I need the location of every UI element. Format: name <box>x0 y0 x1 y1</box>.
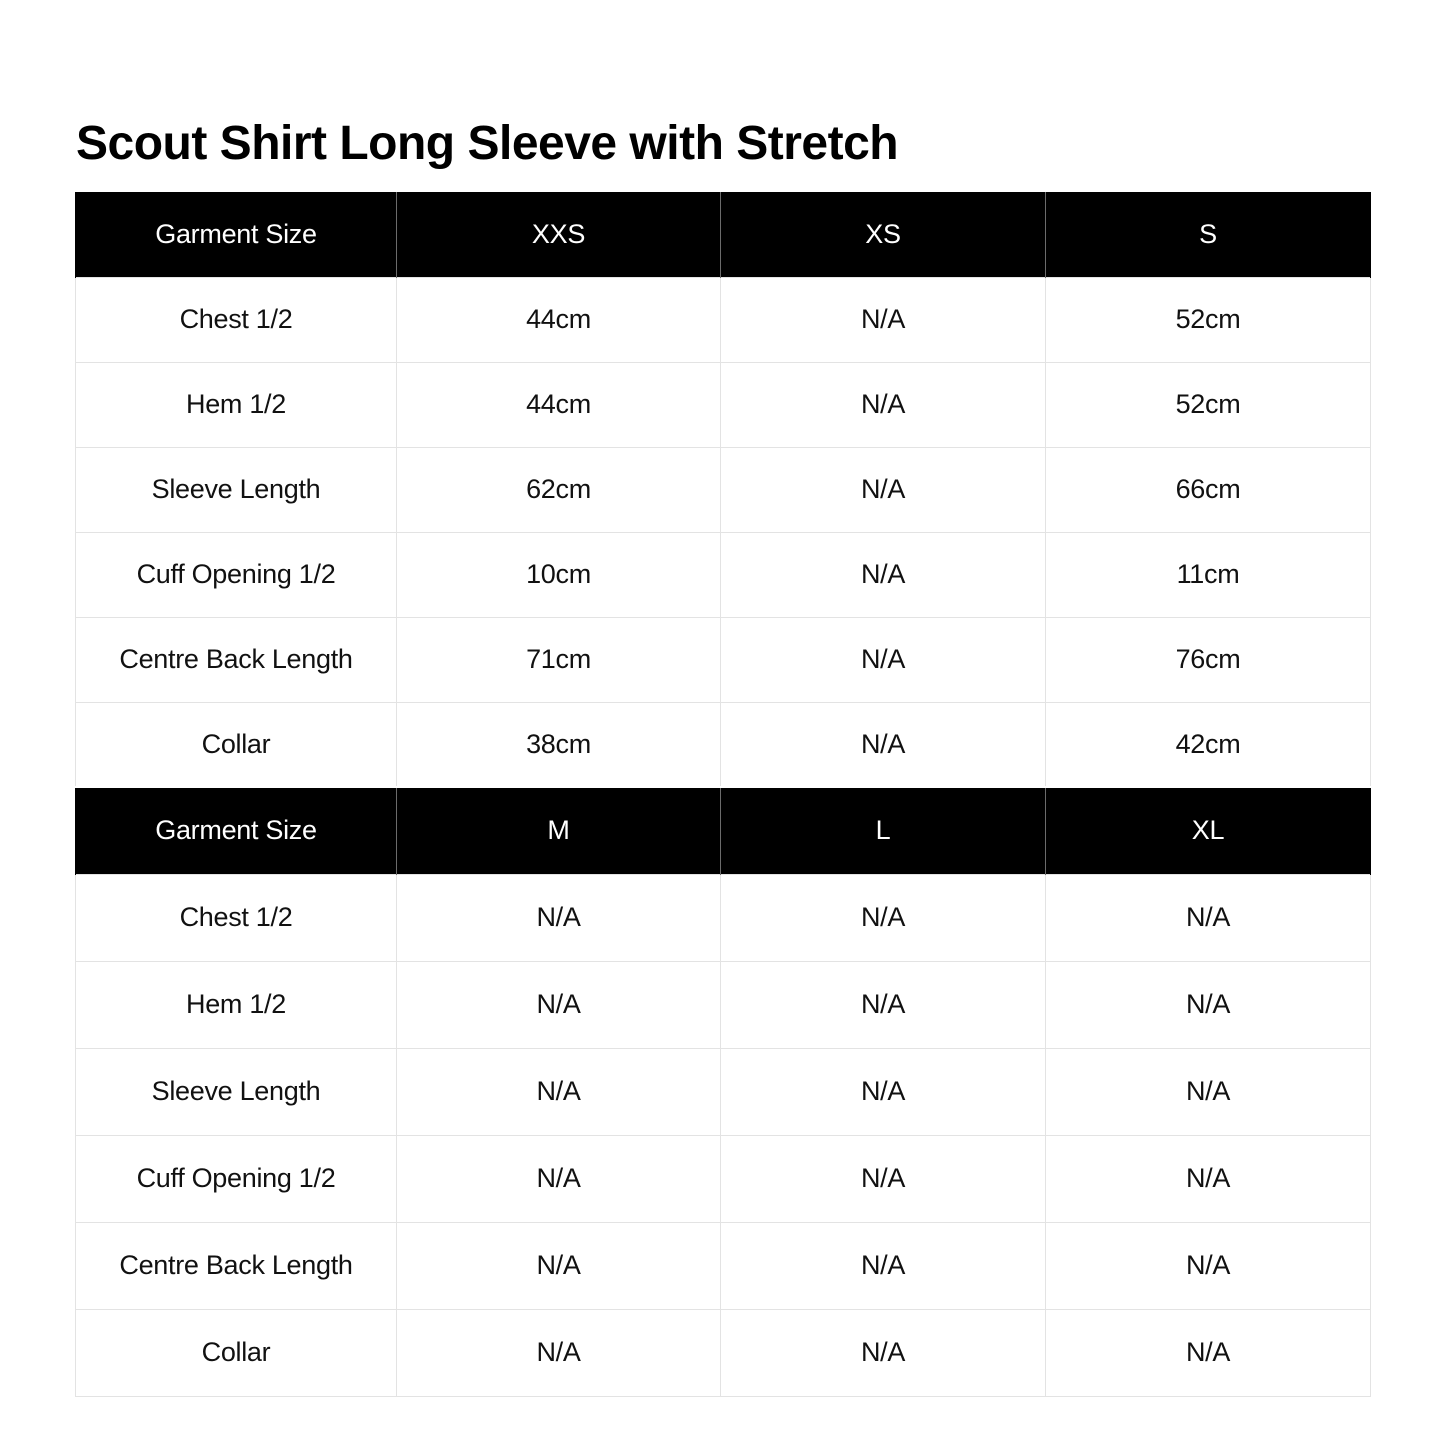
measurement-value: N/A <box>721 532 1046 617</box>
table-header-row <box>76 192 1371 277</box>
header-cell-size: S <box>1046 192 1371 277</box>
measurement-value: N/A <box>721 702 1046 787</box>
measurement-value: 11cm <box>1046 532 1371 617</box>
table-row <box>76 702 1371 787</box>
measurement-value: 10cm <box>397 532 721 617</box>
measurement-value: 66cm <box>1046 447 1371 532</box>
table-row <box>76 1048 1371 1135</box>
measurement-value: 76cm <box>1046 617 1371 702</box>
measurement-value: N/A <box>721 1048 1046 1135</box>
table-row <box>76 277 1371 362</box>
header-cell-size: XL <box>1046 787 1371 874</box>
measurement-value: N/A <box>397 874 721 961</box>
measurement-value: N/A <box>721 874 1046 961</box>
measurement-value: N/A <box>1046 961 1371 1048</box>
measurement-value: N/A <box>1046 1222 1371 1309</box>
table-row <box>76 961 1371 1048</box>
measurement-label: Sleeve Length <box>76 1048 397 1135</box>
measurement-label: Collar <box>76 1309 397 1396</box>
measurement-label: Hem 1/2 <box>76 961 397 1048</box>
measurement-value: 38cm <box>397 702 721 787</box>
measurement-value: N/A <box>1046 1309 1371 1396</box>
measurement-value: N/A <box>397 1309 721 1396</box>
measurement-value: N/A <box>721 1135 1046 1222</box>
measurement-value: N/A <box>721 277 1046 362</box>
measurement-value: N/A <box>397 1048 721 1135</box>
measurement-value: N/A <box>721 617 1046 702</box>
page-title: Scout Shirt Long Sleeve with Stretch <box>76 117 899 170</box>
table-row <box>76 1135 1371 1222</box>
measurement-value: N/A <box>1046 874 1371 961</box>
size-chart-table <box>75 192 1371 1397</box>
measurement-value: 44cm <box>397 362 721 447</box>
measurement-label: Chest 1/2 <box>76 874 397 961</box>
measurement-value: 62cm <box>397 447 721 532</box>
measurement-label: Centre Back Length <box>76 1222 397 1309</box>
table-row <box>76 532 1371 617</box>
measurement-value: N/A <box>721 362 1046 447</box>
measurement-value: N/A <box>397 961 721 1048</box>
table-header-row <box>76 787 1371 874</box>
measurement-label: Chest 1/2 <box>76 277 397 362</box>
table-row <box>76 617 1371 702</box>
header-cell-size: M <box>397 787 721 874</box>
header-cell-size: XXS <box>397 192 721 277</box>
measurement-value: 71cm <box>397 617 721 702</box>
table-row <box>76 1222 1371 1309</box>
header-cell-size: L <box>721 787 1046 874</box>
measurement-label: Cuff Opening 1/2 <box>76 1135 397 1222</box>
measurement-label: Collar <box>76 702 397 787</box>
measurement-label: Sleeve Length <box>76 447 397 532</box>
measurement-value: N/A <box>1046 1135 1371 1222</box>
measurement-value: 52cm <box>1046 362 1371 447</box>
table-row <box>76 447 1371 532</box>
measurement-value: N/A <box>721 961 1046 1048</box>
measurement-value: 42cm <box>1046 702 1371 787</box>
measurement-value: N/A <box>721 1309 1046 1396</box>
measurement-label: Centre Back Length <box>76 617 397 702</box>
header-cell-garment-size: Garment Size <box>76 192 397 277</box>
table-row <box>76 874 1371 961</box>
header-cell-size: XS <box>721 192 1046 277</box>
header-cell-garment-size: Garment Size <box>76 787 397 874</box>
measurement-label: Cuff Opening 1/2 <box>76 532 397 617</box>
measurement-label: Hem 1/2 <box>76 362 397 447</box>
measurement-value: N/A <box>1046 1048 1371 1135</box>
measurement-value: 44cm <box>397 277 721 362</box>
measurement-value: 52cm <box>1046 277 1371 362</box>
measurement-value: N/A <box>721 1222 1046 1309</box>
table-row <box>76 1309 1371 1396</box>
measurement-value: N/A <box>397 1222 721 1309</box>
table-row <box>76 362 1371 447</box>
measurement-value: N/A <box>397 1135 721 1222</box>
measurement-value: N/A <box>721 447 1046 532</box>
